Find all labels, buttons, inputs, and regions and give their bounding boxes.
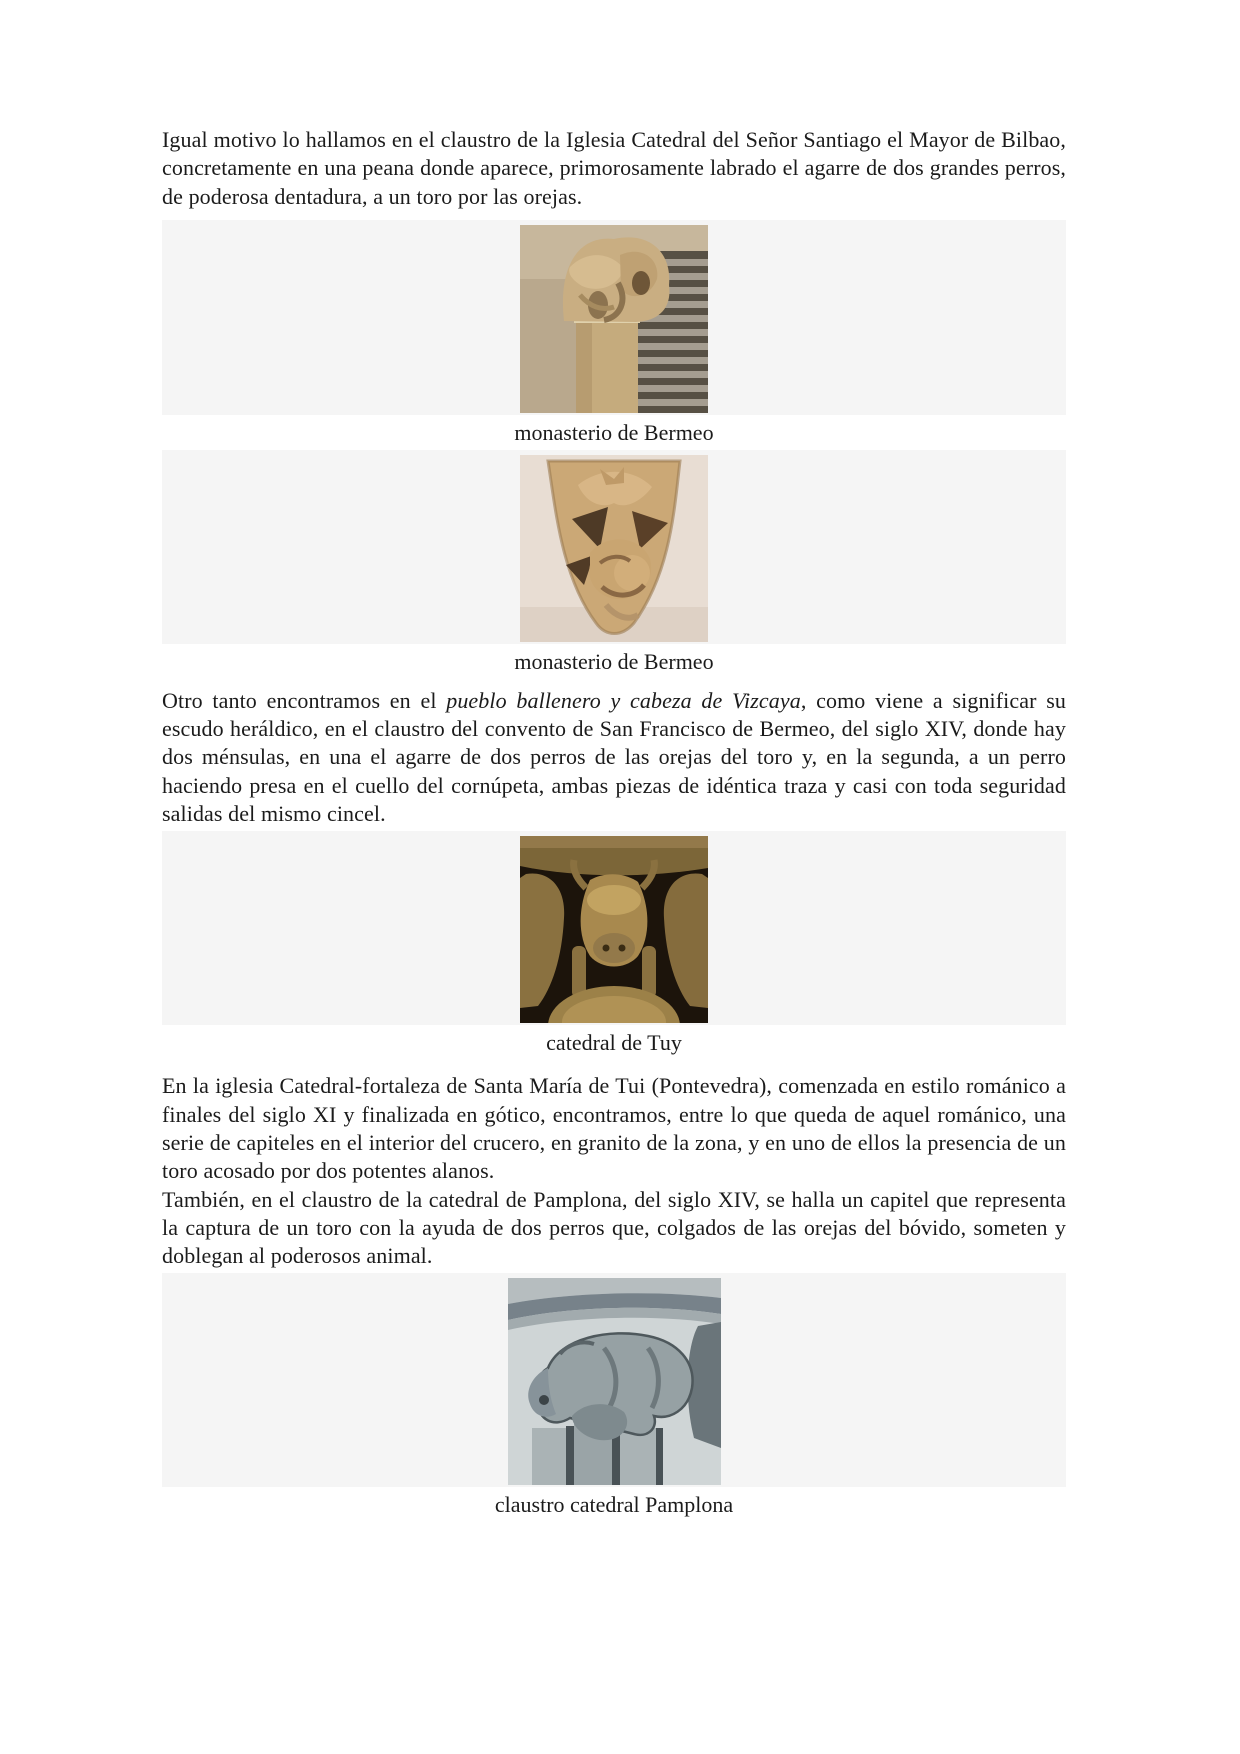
photo-bermeo-corbel-image bbox=[520, 455, 708, 642]
figure-bermeo-1 bbox=[162, 220, 1066, 447]
figure-caption: claustro catedral Pamplona bbox=[494, 1492, 734, 1518]
figure-band bbox=[162, 831, 1066, 1025]
photo-tuy-capital-image bbox=[520, 836, 708, 1023]
figure-caption: catedral de Tuy bbox=[546, 1030, 682, 1056]
figure-bermeo-2 bbox=[162, 450, 1066, 676]
figure-pamplona bbox=[162, 1273, 1066, 1519]
photo-bermeo-capital-1-image bbox=[520, 225, 708, 413]
text-column bbox=[162, 0, 1066, 1519]
figure-band bbox=[162, 1273, 1066, 1487]
paragraph-bilbao: Igual motivo lo hallamos en el claustro de la Iglesia Catedral del Señor Santiago el Mayor de Bilbao, concretamente en una peana donde aparece, primorosamente labrado el agarre de dos grandes perros, de poderosa dentadura, a un toro por las orejas. bbox=[162, 127, 1066, 209]
figure-caption: monasterio de Bermeo bbox=[514, 419, 714, 445]
italic-phrase: pueblo ballenero y cabeza de Vizcaya bbox=[446, 687, 801, 713]
figure-tuy bbox=[162, 831, 1066, 1057]
paragraph-text: , como viene a significar su escudo heráldico, en el claustro del convento de San Francisco de Bermeo, del siglo XIV, donde hay dos ménsulas, en una el agarre de dos perros de las orejas del toro y, en la segunda, a un perro haciendo presa en el cuello del cornúpeta, ambas piezas de idéntica traza y casi con toda seguridad salidas del mismo cincel. bbox=[162, 687, 1067, 827]
photo-pamplona-capital-image bbox=[508, 1278, 721, 1485]
paragraph-pamplona: También, en el claustro de la catedral de Pamplona, del siglo XIV, se halla un capitel que representa la captura de un toro con la ayuda de dos perros que, colgados de las orejas del bóvido, someten y doblegan al poderosos animal. bbox=[162, 1186, 1066, 1269]
paragraph-tui: En la iglesia Catedral-fortaleza de Santa María de Tui (Pontevedra), comenzada en estilo románico a finales del siglo XI y finalizada en gótico, encontramos, entre lo que queda de aquel románico, una serie de capiteles en el interior del crucero, en granito de la zona, y en uno de ellos la presencia de un toro acosado por dos potentes alanos. bbox=[162, 1073, 1066, 1184]
figure-caption: monasterio de Bermeo bbox=[514, 648, 714, 674]
paragraph-text: Otro tanto encontramos en el bbox=[162, 687, 447, 713]
figure-band bbox=[162, 220, 1066, 415]
paragraph-bermeo-convento bbox=[162, 687, 1066, 828]
figure-band bbox=[162, 450, 1066, 644]
